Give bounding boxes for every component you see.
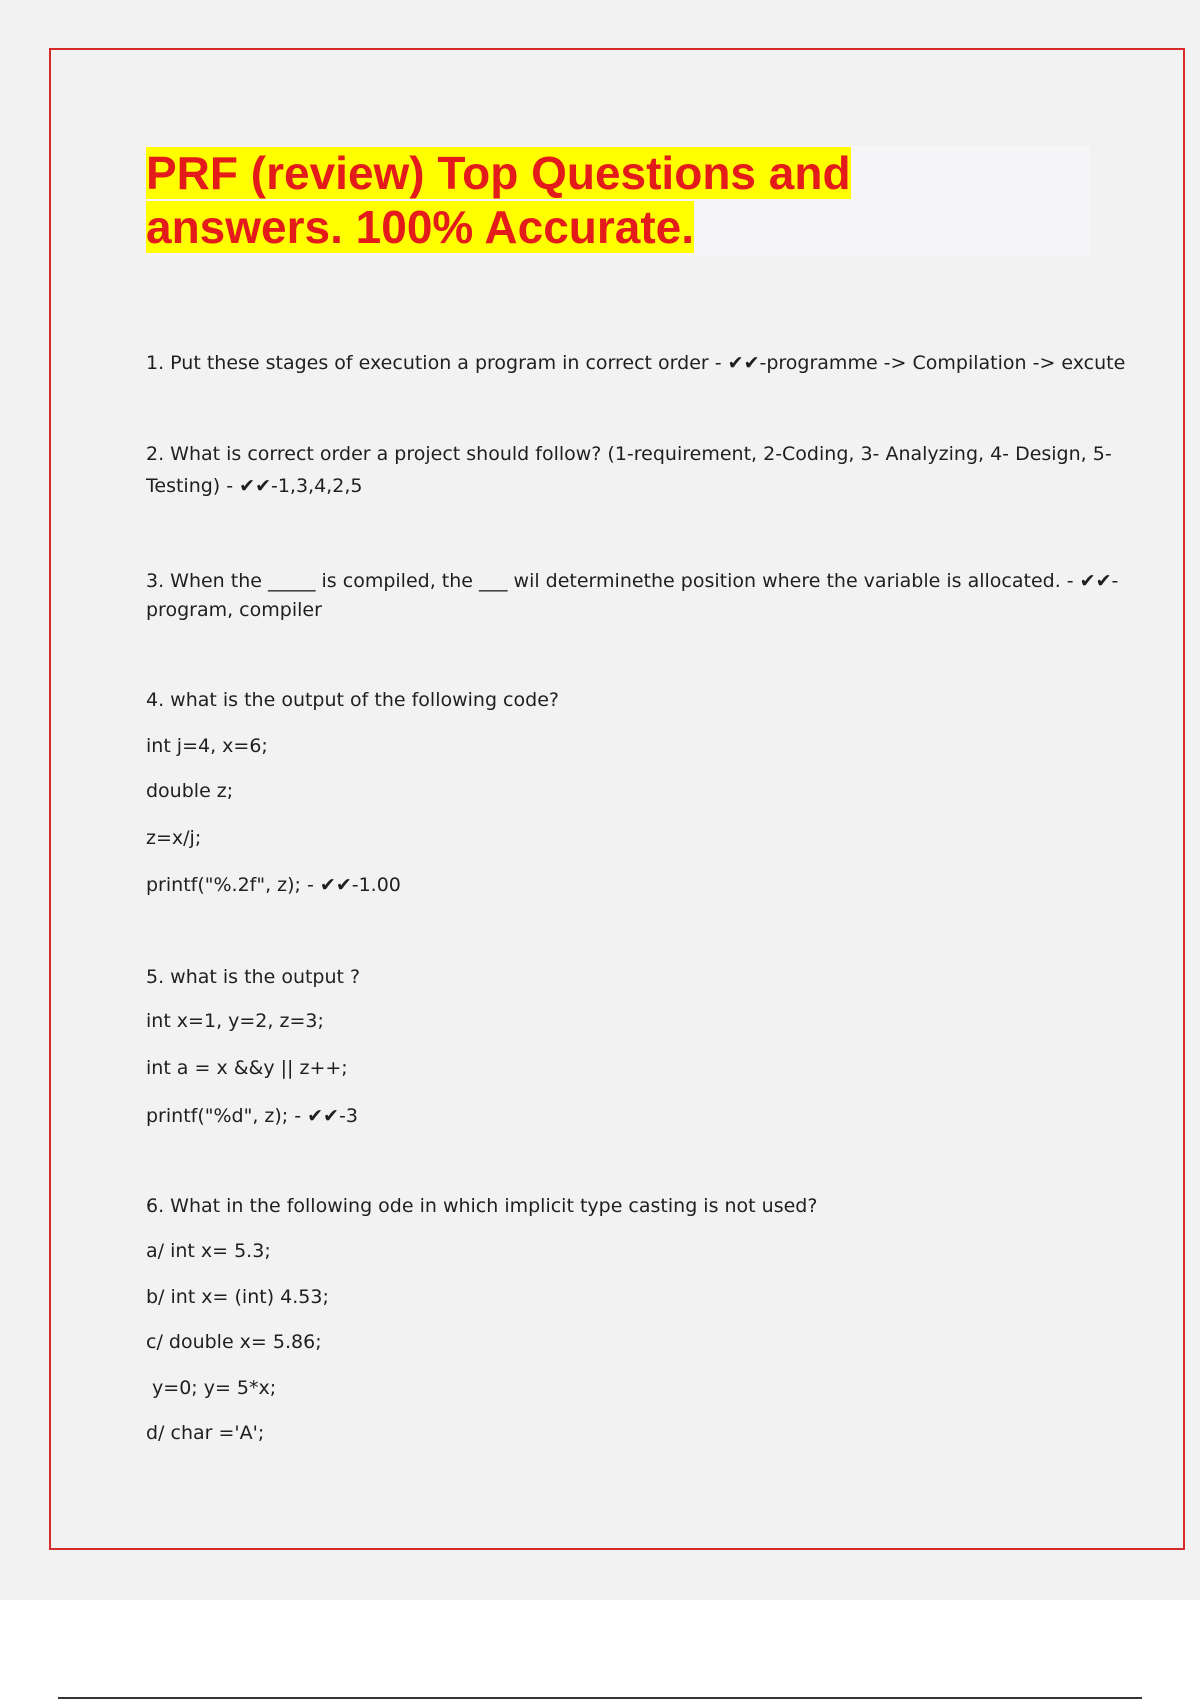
question-4-answer: printf("%.2f", z); - ✔✔-1.00 bbox=[146, 874, 401, 896]
title-line-1: PRF (review) Top Questions and bbox=[146, 147, 851, 199]
question-6-option-a: a/ int x= 5.3; bbox=[146, 1240, 271, 1262]
question-4-code-line: z=x/j; bbox=[146, 827, 202, 849]
question-5-text: 5. what is the output ? bbox=[146, 966, 361, 988]
question-2-text: 2. What is correct order a project should follow? (1-requirement, 2-Coding, 3- Analyzing, 4- Design, 5- bbox=[146, 443, 1112, 465]
question-6-text: 6. What in the following ode in which implicit type casting is not used? bbox=[146, 1195, 818, 1217]
question-3-answer: program, compiler bbox=[146, 599, 322, 621]
question-6-option-c: c/ double x= 5.86; bbox=[146, 1331, 322, 1353]
question-3-text: 3. When the _____ is compiled, the ___ wil determinethe position where the variable is allocated. - ✔✔- bbox=[146, 570, 1119, 592]
question-1-text: 1. Put these stages of execution a program in correct order - ✔✔-programme -> Compilation -> excute bbox=[146, 352, 1126, 374]
bottom-divider bbox=[58, 1697, 1142, 1699]
document-title bbox=[146, 146, 906, 254]
question-4-code-line: int j=4, x=6; bbox=[146, 735, 268, 757]
question-6-option-d: d/ char ='A'; bbox=[146, 1422, 265, 1444]
question-6-option-c-cont: y=0; y= 5*x; bbox=[146, 1377, 277, 1399]
title-line-2: answers. 100% Accurate. bbox=[146, 201, 695, 253]
question-4-text: 4. what is the output of the following code? bbox=[146, 689, 559, 711]
question-2-answer: Testing) - ✔✔-1,3,4,2,5 bbox=[146, 475, 363, 497]
question-5-answer: printf("%d", z); - ✔✔-3 bbox=[146, 1105, 358, 1127]
question-5-code-line: int a = x &&y || z++; bbox=[146, 1057, 348, 1079]
question-4-code-line: double z; bbox=[146, 780, 234, 802]
question-5-code-line: int x=1, y=2, z=3; bbox=[146, 1010, 324, 1032]
question-6-option-b: b/ int x= (int) 4.53; bbox=[146, 1286, 329, 1308]
